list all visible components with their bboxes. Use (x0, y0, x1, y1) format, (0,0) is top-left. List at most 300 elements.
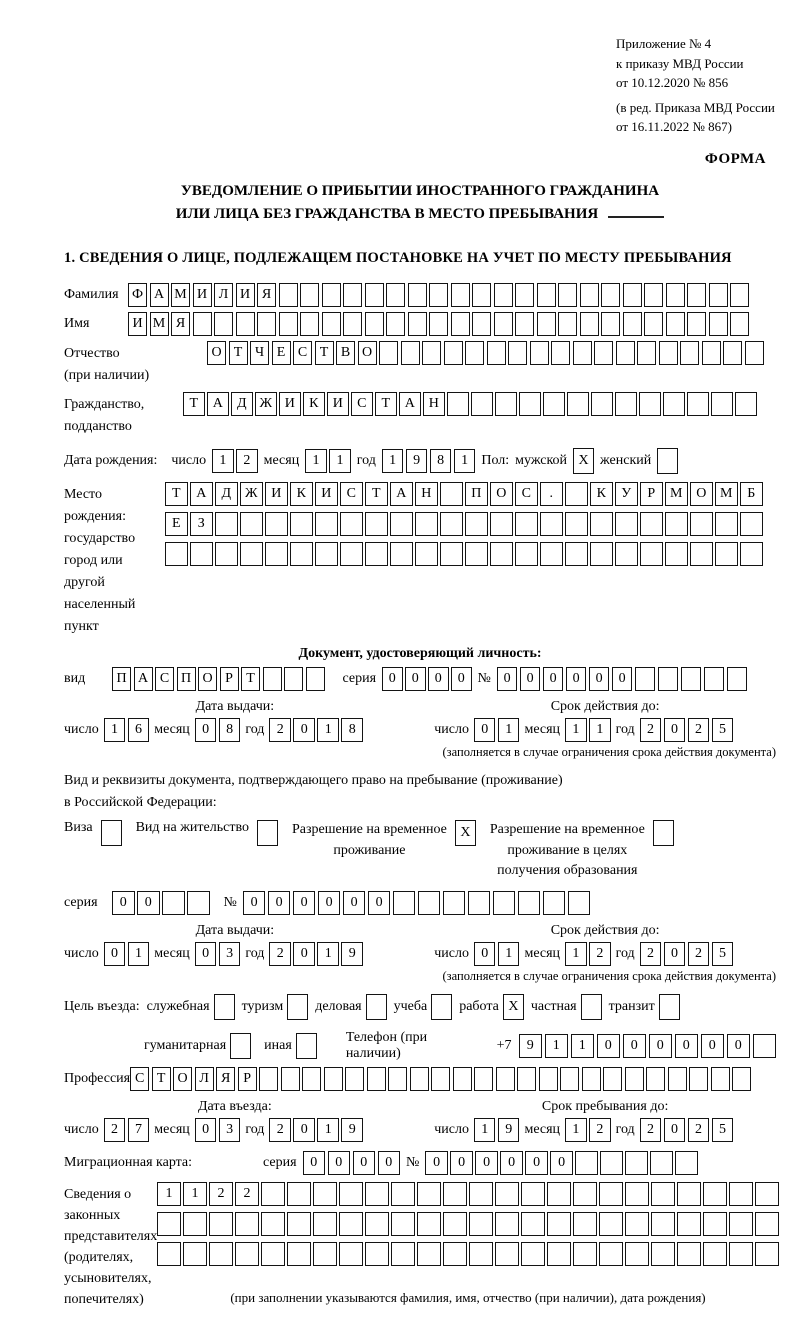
birth-date-label: Дата рождения: (64, 452, 158, 468)
char-cell: 0 (382, 667, 403, 691)
residence-doc-options (64, 820, 776, 881)
char-cell (575, 1151, 598, 1175)
char-cell: 2 (269, 942, 291, 966)
patronymic-cells (207, 341, 764, 365)
char-cell (539, 1067, 558, 1091)
char-cell: Т (165, 482, 188, 506)
appendix-line: к приказу МВД России (616, 55, 744, 71)
char-cell (417, 1242, 441, 1266)
char-cell: 2 (235, 1182, 259, 1206)
char-cell: 0 (566, 667, 587, 691)
purpose-checkbox (431, 994, 452, 1020)
doc-type-cells (112, 667, 325, 691)
char-cell (214, 312, 233, 336)
char-cell (568, 891, 591, 915)
entry-date (64, 1118, 406, 1142)
char-cell (668, 1067, 687, 1091)
char-cell: 9 (341, 942, 363, 966)
char-cell: 0 (243, 891, 266, 915)
patronymic-label: Отчество (при наличии) (64, 345, 150, 383)
char-cell (443, 1242, 467, 1266)
char-cell (665, 542, 688, 566)
char-cell: 2 (640, 718, 662, 742)
entry-year-cells (269, 1118, 363, 1142)
char-cell (687, 312, 706, 336)
month-label: месяц (524, 721, 561, 737)
char-cell: Я (257, 283, 276, 307)
char-cell (490, 542, 513, 566)
guardians-row (64, 1182, 776, 1310)
temp-residence-label: Разрешение на временное проживание (291, 822, 447, 858)
char-cell (339, 1242, 363, 1266)
char-cell: К (290, 482, 313, 506)
char-cell: 2 (640, 942, 662, 966)
char-cell (365, 1212, 389, 1236)
expiry-month-cells (565, 942, 611, 966)
profession-row (64, 1067, 776, 1091)
char-cell: 2 (688, 942, 710, 966)
char-cell: Д (215, 482, 238, 506)
char-cell (451, 312, 470, 336)
migration-series-cells (303, 1151, 401, 1175)
char-cell: 0 (268, 891, 291, 915)
char-cell (537, 312, 556, 336)
char-cell (495, 1212, 519, 1236)
char-cell: 0 (727, 1034, 751, 1058)
char-cell: И (315, 482, 338, 506)
birth-month-cells (305, 449, 351, 473)
char-cell (390, 542, 413, 566)
char-cell (615, 392, 637, 416)
char-cell: 0 (475, 1151, 498, 1175)
char-cell: И (279, 392, 301, 416)
stay-month-cells (565, 1118, 611, 1142)
day-label: число (64, 721, 99, 737)
char-cell (715, 542, 738, 566)
char-cell (261, 1212, 285, 1236)
char-cell: 2 (589, 942, 611, 966)
char-cell (440, 482, 463, 506)
char-cell: 1 (545, 1034, 569, 1058)
char-cell: С (130, 1067, 149, 1091)
char-cell (290, 542, 313, 566)
char-cell (677, 1242, 701, 1266)
char-cell: 0 (589, 667, 610, 691)
purpose-option: деловая (315, 994, 386, 1020)
char-cell: М (665, 482, 688, 506)
char-cell: 0 (675, 1034, 699, 1058)
month-label: месяц (524, 946, 561, 962)
char-cell (732, 1067, 751, 1091)
char-cell: 1 (183, 1182, 207, 1206)
char-cell (729, 1212, 753, 1236)
day-label: число (171, 452, 207, 468)
year-label: год (356, 452, 376, 468)
char-cell (753, 1034, 777, 1058)
char-cell (703, 1182, 727, 1206)
expiry-month-cells (565, 718, 611, 742)
char-cell (625, 1242, 649, 1266)
migration-card-label: Миграционная карта: (64, 1155, 193, 1171)
char-cell (547, 1182, 571, 1206)
char-cell (666, 283, 685, 307)
char-cell: Н (415, 482, 438, 506)
char-cell (183, 1212, 207, 1236)
char-cell: Е (272, 341, 291, 365)
char-cell (345, 1067, 364, 1091)
char-cell (515, 512, 538, 536)
char-cell: 0 (195, 942, 217, 966)
char-cell (690, 542, 713, 566)
doc-number-cells (497, 667, 748, 691)
char-cell (157, 1242, 181, 1266)
char-cell: Ж (255, 392, 277, 416)
char-cell (431, 1067, 450, 1091)
visa-option (64, 820, 122, 846)
char-cell (547, 1212, 571, 1236)
appendix-block (616, 34, 800, 137)
guardians-label: Сведения о законных представителях (родителях, усыновителях, попечителях) (64, 1187, 158, 1308)
surname-label: Фамилия (64, 286, 119, 302)
char-cell (543, 891, 566, 915)
char-cell (443, 891, 466, 915)
profession-cells (130, 1067, 751, 1091)
char-cell: 0 (451, 667, 472, 691)
char-cell (703, 1242, 727, 1266)
birth-year-cells (382, 449, 476, 473)
char-cell (367, 1067, 386, 1091)
char-cell (651, 1212, 675, 1236)
char-cell (313, 1212, 337, 1236)
issue-month-cells (195, 718, 241, 742)
char-cell (680, 341, 699, 365)
char-cell: И (265, 482, 288, 506)
char-cell: 1 (382, 449, 404, 473)
purpose-checkbox (581, 994, 602, 1020)
month-label: месяц (154, 1122, 190, 1138)
char-cell: 2 (209, 1182, 233, 1206)
char-cell (440, 542, 463, 566)
char-cell: Л (195, 1067, 214, 1091)
char-cell: Л (214, 283, 233, 307)
char-cell (644, 312, 663, 336)
char-cell: 1 (317, 718, 339, 742)
char-cell: 0 (701, 1034, 725, 1058)
month-label: месяц (524, 1122, 561, 1138)
char-cell (193, 312, 212, 336)
entry-day-cells (104, 1118, 150, 1142)
char-cell: Р (238, 1067, 257, 1091)
char-cell (495, 1182, 519, 1206)
char-cell (547, 1242, 571, 1266)
char-cell (517, 1067, 536, 1091)
char-cell (730, 283, 749, 307)
entry-stay-dates (64, 1099, 776, 1142)
char-cell (284, 667, 303, 691)
char-cell (521, 1242, 545, 1266)
char-cell (339, 1212, 363, 1236)
stay-year-cells (640, 1118, 734, 1142)
char-cell (623, 312, 642, 336)
char-cell (703, 1212, 727, 1236)
char-cell (565, 542, 588, 566)
year-label: год (245, 1122, 265, 1138)
birth-place-row (64, 482, 776, 638)
char-cell (702, 341, 721, 365)
birth-place-cells-row3 (165, 542, 763, 566)
residence-permit-option (136, 820, 278, 846)
char-cell (281, 1067, 300, 1091)
char-cell (315, 512, 338, 536)
char-cell: 1 (104, 718, 126, 742)
char-cell: Ч (250, 341, 269, 365)
char-cell (429, 312, 448, 336)
char-cell (663, 392, 685, 416)
char-cell (495, 392, 517, 416)
sex-male-label: мужской (515, 452, 568, 468)
char-cell: Ж (240, 482, 263, 506)
char-cell: 0 (612, 667, 633, 691)
char-cell (391, 1242, 415, 1266)
char-cell: 8 (219, 718, 241, 742)
char-cell: 3 (219, 942, 241, 966)
stay-day-cells (474, 1118, 520, 1142)
char-cell (472, 312, 491, 336)
visa-label: Виза (64, 820, 93, 836)
char-cell (625, 1182, 649, 1206)
char-cell (590, 512, 613, 536)
temp-residence-option (292, 820, 476, 861)
purpose-option: работа X (459, 994, 524, 1020)
issue-date-heading: Дата выдачи: (195, 923, 275, 939)
migration-card-row (64, 1151, 776, 1175)
char-cell (340, 512, 363, 536)
char-cell (468, 891, 491, 915)
char-cell (687, 392, 709, 416)
stay-until-col (434, 1099, 776, 1142)
char-cell (625, 1212, 649, 1236)
purpose-checkbox (287, 994, 308, 1020)
char-cell (560, 1067, 579, 1091)
char-cell: М (171, 283, 190, 307)
sex-female-label: женский (600, 452, 652, 468)
char-cell (422, 341, 441, 365)
char-cell (537, 283, 556, 307)
char-cell: 1 (565, 942, 587, 966)
char-cell (580, 283, 599, 307)
appendix-line: от 10.12.2020 № 856 (616, 75, 729, 90)
char-cell: 0 (378, 1151, 401, 1175)
migration-number-cells (425, 1151, 698, 1175)
char-cell: М (715, 482, 738, 506)
sex-male-checkbox: X (573, 448, 594, 474)
char-cell (408, 312, 427, 336)
char-cell: 1 (454, 449, 476, 473)
char-cell (490, 512, 513, 536)
char-cell (443, 1212, 467, 1236)
expiry-date-heading: Срок действия до: (550, 923, 660, 939)
char-cell: А (399, 392, 421, 416)
char-cell: 1 (157, 1182, 181, 1206)
char-cell (209, 1242, 233, 1266)
char-cell: У (615, 482, 638, 506)
char-cell (567, 392, 589, 416)
char-cell (313, 1182, 337, 1206)
char-cell (287, 1182, 311, 1206)
series-label: серия (64, 895, 98, 911)
char-cell (391, 1212, 415, 1236)
char-cell (365, 542, 388, 566)
char-cell (240, 512, 263, 536)
char-cell (410, 1067, 429, 1091)
char-cell (313, 1242, 337, 1266)
char-cell (236, 312, 255, 336)
birth-day-cells (212, 449, 258, 473)
doc-type-label: вид (64, 670, 86, 686)
appendix-line: Приложение № 4 (616, 36, 712, 51)
year-label: год (615, 721, 635, 737)
char-cell (391, 1182, 415, 1206)
char-cell (515, 542, 538, 566)
char-cell: 0 (293, 942, 315, 966)
char-cell: 0 (405, 667, 426, 691)
residence-permit-label: Вид на жительство (135, 820, 249, 836)
char-cell (709, 312, 728, 336)
char-cell (465, 341, 484, 365)
doc-series-cells (382, 667, 472, 691)
char-cell: 0 (543, 667, 564, 691)
temp-residence-checkbox: X (455, 820, 476, 846)
char-cell (677, 1182, 701, 1206)
char-cell: 9 (519, 1034, 543, 1058)
expiry-day-cells (474, 942, 520, 966)
char-cell: К (590, 482, 613, 506)
char-cell: 5 (712, 1118, 734, 1142)
phone-prefix: +7 (496, 1038, 512, 1054)
char-cell (494, 312, 513, 336)
residence-issue-date (64, 942, 406, 966)
residence-expiry-col (434, 923, 776, 966)
char-cell: 5 (712, 942, 734, 966)
year-label: год (615, 1122, 635, 1138)
char-cell: 0 (664, 718, 686, 742)
char-cell (493, 891, 516, 915)
citizenship-cells (183, 392, 757, 416)
number-label: № (223, 895, 237, 911)
char-cell (565, 482, 588, 506)
char-cell: 0 (428, 667, 449, 691)
char-cell (408, 283, 427, 307)
char-cell: 1 (212, 449, 234, 473)
char-cell (666, 312, 685, 336)
residence-permit-checkbox (257, 820, 278, 846)
char-cell (601, 283, 620, 307)
char-cell: Д (231, 392, 253, 416)
char-cell (465, 512, 488, 536)
char-cell: Н (423, 392, 445, 416)
char-cell: 0 (293, 891, 316, 915)
char-cell (665, 512, 688, 536)
char-cell (300, 312, 319, 336)
doc-number-label: № (477, 670, 491, 686)
char-cell (494, 283, 513, 307)
profession-label: Профессия (64, 1071, 131, 1087)
char-cell: 0 (500, 1151, 523, 1175)
char-cell (215, 512, 238, 536)
char-cell (324, 1067, 343, 1091)
char-cell (711, 392, 733, 416)
issue-date-heading: Дата выдачи: (195, 698, 275, 714)
birth-place-cells-row1 (165, 482, 763, 506)
purpose-option: транзит (609, 994, 680, 1020)
char-cell (543, 392, 565, 416)
char-cell (263, 667, 282, 691)
char-cell: 1 (329, 449, 351, 473)
char-cell: 1 (128, 942, 150, 966)
birth-date-row (64, 448, 776, 474)
char-cell: 9 (341, 1118, 363, 1142)
char-cell: 1 (498, 942, 520, 966)
char-cell: Я (216, 1067, 235, 1091)
char-cell (165, 542, 188, 566)
char-cell: О (198, 667, 217, 691)
char-cell (591, 392, 613, 416)
entry-date-heading: Дата въезда: (197, 1099, 272, 1115)
temp-residence-edu-option (490, 820, 674, 881)
char-cell (443, 1182, 467, 1206)
char-cell: . (540, 482, 563, 506)
char-cell (487, 341, 506, 365)
day-label: число (434, 1122, 469, 1138)
char-cell: О (358, 341, 377, 365)
year-label: год (615, 946, 635, 962)
char-cell (472, 283, 491, 307)
char-cell (687, 283, 706, 307)
guardians-cells-row1 (157, 1182, 779, 1206)
char-cell (287, 1242, 311, 1266)
char-cell (279, 283, 298, 307)
char-cell: П (465, 482, 488, 506)
guardians-cells-row3 (157, 1242, 779, 1266)
stay-until-date (434, 1118, 776, 1142)
char-cell: 2 (688, 718, 710, 742)
char-cell: 0 (664, 942, 686, 966)
char-cell (573, 341, 592, 365)
day-label: число (64, 946, 99, 962)
char-cell (240, 542, 263, 566)
citizenship-row (64, 392, 776, 438)
char-cell (440, 512, 463, 536)
char-cell: 2 (269, 718, 291, 742)
char-cell: 0 (293, 1118, 315, 1142)
char-cell (162, 891, 185, 915)
char-cell: 9 (498, 1118, 520, 1142)
char-cell (417, 1182, 441, 1206)
char-cell: 3 (219, 1118, 241, 1142)
char-cell (565, 512, 588, 536)
purpose-row (64, 994, 776, 1020)
migration-series-label: серия (263, 1155, 297, 1171)
guardians-cells-row2 (157, 1212, 779, 1236)
char-cell (615, 512, 638, 536)
char-cell: Т (152, 1067, 171, 1091)
char-cell (495, 1242, 519, 1266)
char-cell (530, 341, 549, 365)
temp-residence-edu-checkbox (653, 820, 674, 846)
char-cell (465, 542, 488, 566)
day-label: число (64, 1122, 99, 1138)
form-title-line2: ИЛИ ЛИЦА БЕЗ ГРАЖДАНСТВА В МЕСТО ПРЕБЫВАНИЯ (64, 202, 776, 226)
